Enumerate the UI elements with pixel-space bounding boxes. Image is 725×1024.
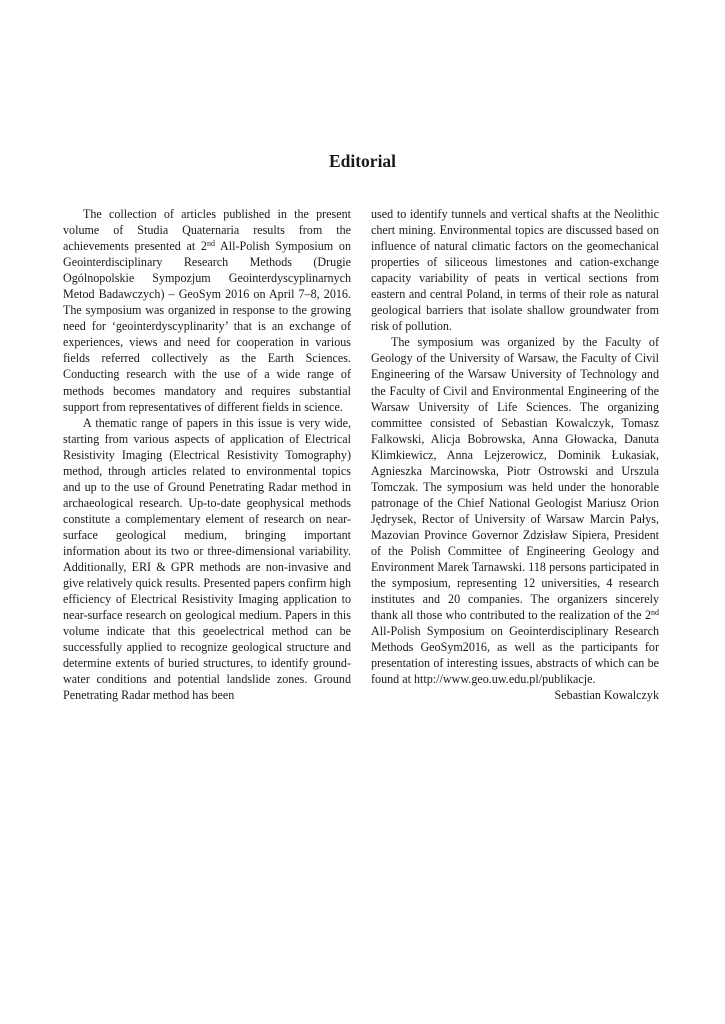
paragraph-3-text-b: All-Polish Symposium on Geointerdisciplinary Research Methods GeoSym2016, as well as the participants for presentation of interesting issues, abstracts of which can be found at http://www.geo.uw.edu.pl/publikacje. [371, 624, 659, 687]
paragraph-2-text-a: A thematic range of papers in this issue is very wide, starting from various aspects of application of Electrical Resistivity Imaging (Electrical Resistivity Tomography) method, through articles related to environmental topics and up to the use of Ground Penetrating Radar method in archaeological research. Up-to-date geophysical methods constitute a complementary element of research on near-surface geological medium, bringing important information about its two or three-dimensional variability. Additionally, ERI & GPR methods are non-invasive and give relatively quick results. Presented papers confirm high efficiency of Electrical Resistivity Imaging application to near-surface research on geological medium. Papers in this volume indicate that this geoelectrical method can be successfully applied to recognize geological structure and determine extents of buried structures, to identify ground-water conditions and potential landslide zones. Ground Penetrating Radar method has been [63, 415, 351, 703]
paragraph-1-text-b: All-Polish Symposium on Geointerdisciplinary Research Methods (Drugie Ogólnopolskie Sympozjum Geointerdyscyplinarnych Metod Badawczych) – GeoSym 2016 on April 7–8, 2016. The symposium was organized in response to the growing need for ‘geointerdyscyplinarity’ that is an exchange of experiences, views and need for cooperation in various fields referred collectively as the Earth Sciences. Conducting research with the use of a wide range of methods becomes mandatory and requires substantial support from representatives of different fields in science. [63, 239, 351, 414]
paragraph-2 [63, 415, 351, 704]
paragraph-1-text-a: The collection of articles published in the present volume of Studia Quaternaria results from the achievements presented at 2 [63, 207, 351, 254]
paragraph-3-text-a: The symposium was organized by the Faculty of Geology of the University of Warsaw, the Faculty of Civil Engineering of the Warsaw University of Technology and the Faculty of Civil and Environmental Engineering of the Warsaw University of Life Sciences. The organizing committee consisted of Sebastian Kowalczyk, Tomasz Falkowski, Alicja Bobrowska, Anna Głowacka, Danuta Klimkiewicz, Anna Lejzerowicz, Dominik Łukasiak, Agnieszka Marcinowska, Piotr Ostrowski and Urszula Tomczak. The symposium was held under the honorable patronage of the Chief National Geologist Mariusz Orion Jędrysek, Rector of University of Warsaw Marcin Pałys, Mazovian Province Governor Zdzisław Sipiera, President of the Polish Committee of Engineering Geology and Environment Marek Tarnawski. 118 persons participated in the symposium, representing 12 universities, 4 research institutes and 20 companies. The organizers sincerely thank all those who contributed to the realization of the 2 [371, 335, 659, 623]
paragraph-2-continued [371, 206, 659, 334]
paragraph-2-text-b: used to identify tunnels and vertical shafts at the Neolithic chert mining. Environmental topics are discussed based on influence of natural climatic factors on the geomechanical properties of siliceous limestones and cation-exchange capacity variability of peats in vertical sections from eastern and central Poland, in terms of their role as natural geological barriers that isolate shallow groundwater from risk of pollution. [371, 207, 659, 334]
left-column [63, 206, 351, 703]
paragraph-1 [63, 206, 351, 415]
paragraph-1-superscript: nd [206, 239, 215, 249]
right-column [371, 206, 659, 703]
author-signature: Sebastian Kowalczyk [554, 688, 659, 703]
page-title: Editorial [328, 151, 397, 171]
paragraph-3 [371, 334, 659, 687]
paragraph-3-superscript: nd [651, 608, 659, 618]
